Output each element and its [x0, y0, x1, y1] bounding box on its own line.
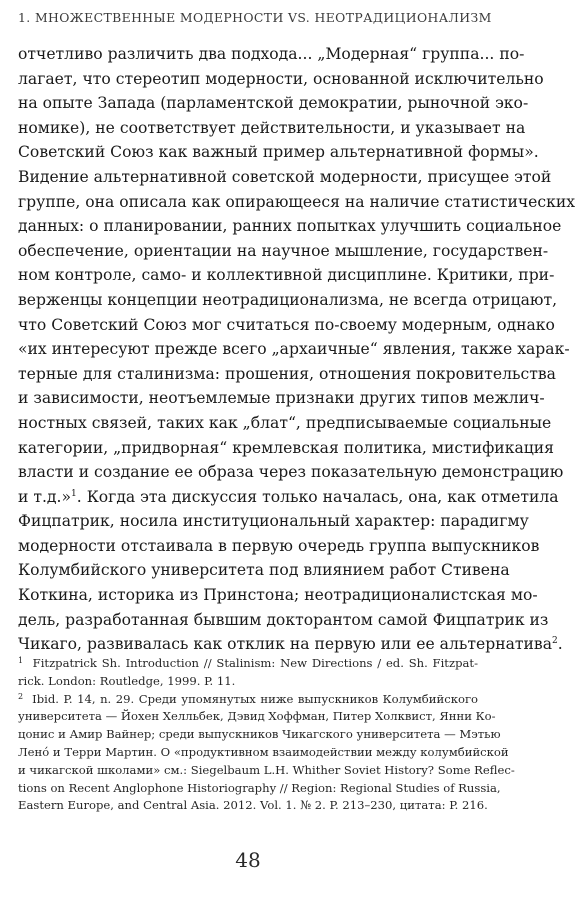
footnote-line: цонис и Амир Вайнер; среди выпускников Чикагского университета — Мэтью — [18, 727, 501, 742]
page-number: 48 — [235, 848, 261, 872]
footnote-text: Ibid. P. 14, n. 29. Среди упомянутых ниже выпускников Колумбийского — [32, 691, 478, 706]
text-line: власти и создание ее образа через показательную демонстрацию — [18, 463, 564, 482]
text-line: дель, разработанная бывшим докторантом самой Фицпатрик из — [18, 610, 549, 629]
text-line: Коткина, историка из Принстона; неотрадиционалистская мо- — [18, 586, 538, 605]
text-line: номике), не соответствует действительности, и указывает на — [18, 118, 526, 137]
text-line: отчетливо различить два подхода... „Модерная“ группа... по- — [18, 45, 525, 63]
text-line: группе, она описала как опирающееся на наличие статистических — [18, 192, 575, 211]
main-text — [18, 42, 575, 657]
text-line: Фицпатрик, носила институциональный характер: парадигму — [18, 512, 529, 531]
text-line: лагает, что стереотип модерности, основанной исключительно — [18, 69, 544, 88]
footnote-line: rick. London: Routledge, 1999. P. 11. — [18, 673, 236, 688]
text-line: обеспечение, ориентации на научное мышление, государствен- — [18, 241, 549, 260]
footnote-line: tions on Recent Anglophone Historiography // Region: Regional Studies of Russia, — [18, 780, 501, 795]
text-line: Советский Союз как важный пример альтернативной формы». — [18, 143, 539, 162]
text-line: ностных связей, таких как „блат“, предписываемые социальные — [18, 413, 552, 432]
running-header: 1. МНОЖЕСТВЕННЫЕ МОДЕРНОСТИ VS. НЕОТРАДИЦИОНАЛИЗМ — [18, 10, 492, 25]
footnote-ref-1[interactable]: 1 — [71, 488, 77, 499]
text-line: категории, „придворная“ кремлевская политика, мистификация — [18, 438, 554, 457]
text-line: «их интересуют прежде всего „архаичные“ явления, также харак- — [18, 340, 570, 359]
text-line: ном контроле, само- и коллективной дисциплине. Критики, при- — [18, 266, 555, 285]
footnote-2 — [18, 691, 478, 709]
text-line: терные для сталинизма: прошения, отношения покровительства — [18, 364, 556, 383]
text-line — [18, 485, 559, 510]
footnote-line: Eastern Europe, and Central Asia. 2012. Vol. 1. № 2. P. 213–230, цитата: P. 216. — [18, 798, 488, 813]
footnote-line: и чикагской школами» см.: Siegelbaum L.H. Whither Soviet History? Some Reflec- — [18, 762, 515, 777]
footnote-text: Fitzpatrick Sh. Introduction // Stalinism: New Directions / ed. Sh. Fitzpat- — [32, 656, 478, 670]
footnote-line: университета — Йохен Хелльбек, Дэвид Хоффман, Питер Холквист, Янни Ко- — [18, 709, 496, 724]
text-line: Колумбийского университета под влиянием работ Стивена — [18, 561, 510, 580]
text-segment: и т.д.» — [18, 487, 72, 506]
footnote-number: 1 — [18, 656, 24, 665]
text-segment: Чикаго, развивалась как отклик на первую или ее альтернатива — [18, 635, 553, 654]
footnote-number: 2 — [18, 691, 24, 701]
text-line: Чикаго, развивалась как отклик на первую или ее альтернатива$^2$. — [18, 635, 563, 654]
footnote-1 — [18, 655, 478, 673]
text-line: данных: о планировании, ранних попытках улучшить социальное — [18, 217, 562, 236]
text-line: и зависимости, неотъемлемые признаки других типов межлич- — [18, 389, 545, 408]
footnotes — [18, 655, 515, 815]
text-segment: . Когда эта дискуссия только началась, она, как отметила — [76, 487, 559, 506]
text-line: модерности отстаивала в первую очередь группа выпускников — [18, 536, 540, 555]
text-line: что Советский Союз мог считаться по-своему модерным, однако — [18, 315, 555, 334]
text-line: Видение альтернативной советской модерности, присущее этой — [18, 167, 552, 186]
footnote-ref-2[interactable]: 2 — [552, 636, 558, 647]
text-line: верженцы концепции неотрадиционализма, не всегда отрицают, — [18, 290, 558, 309]
text-line: на опыте Запада (парламентской демократии, рыночной эко- — [18, 94, 529, 113]
footnote-line: Ленó и Терри Мартин. О «продуктивном взаимодействии между колумбийской — [18, 744, 509, 759]
